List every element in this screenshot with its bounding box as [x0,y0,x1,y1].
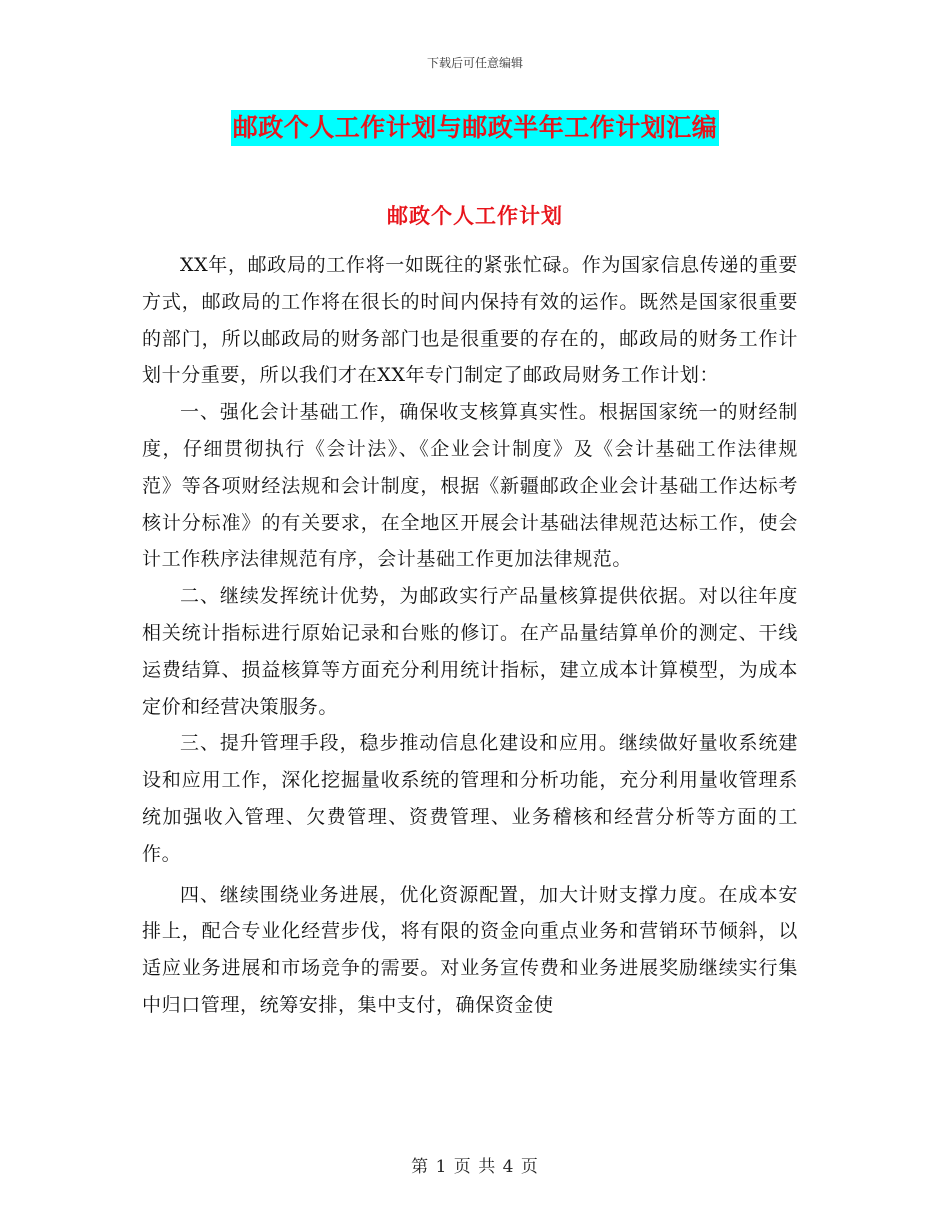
section-title: 邮政个人工作计划 [387,204,563,228]
paragraph-intro: XX年，邮政局的工作将一如既往的紧张忙碌。作为国家信息传递的重要方式，邮政局的工作将在很长的时间内保持有效的运作。既然是国家很重要的部门，所以邮政局的财务部门也是很重要的存在的，邮政局的财务工作计划十分重要，所以我们才在XX年专门制定了邮政局财务工作计划： [142,254,798,387]
page-footer: 第 1 页 共 4 页 [411,1157,539,1177]
paragraph-point-1: 一、强化会计基础工作，确保收支核算真实性。根据国家统一的财经制度，仔细贯彻执行《会计法》、《企业会计制度》及《会计基础工作法律规范》等各项财经法规和会计制度，根据《新疆邮政企业会计基础工作达标考核计分标准》的有关要求，在全地区开展会计基础法律规范达标工作，使会计工作秩序法律规范有序，会计基础工作更加法律规范。 [142,401,798,571]
main-title-container [0,110,950,146]
document-body [142,247,798,1024]
paragraph-point-4: 四、继续围绕业务进展，优化资源配置，加大计财支撑力度。在成本安排上，配合专业化经营步伐，将有限的资金向重点业务和营销环节倾斜，以适应业务进展和市场竞争的需要。对业务宣传费和业务进展奖励继续实行集中归口管理，统筹安排，集中支付，确保资金使 [142,883,798,1016]
main-title: 邮政个人工作计划与邮政半年工作计划汇编 [231,110,720,146]
paragraph-point-3: 三、提升管理手段，稳步推动信息化建设和应用。继续做好量收系统建设和应用工作，深化挖掘量收系统的管理和分析功能，充分利用量收管理系统加强收入管理、欠费管理、资费管理、业务稽核和经营分析等方面的工作。 [142,732,798,865]
header-note: 下载后可任意编辑 [426,56,523,70]
paragraph-point-2: 二、继续发挥统计优势，为邮政实行产品量核算提供依据。对以往年度相关统计指标进行原始记录和台账的修订。在产品量结算单价的测定、干线运费结算、损益核算等方面充分利用统计指标，建立成本计算模型，为成本定价和经营决策服务。 [142,585,798,718]
